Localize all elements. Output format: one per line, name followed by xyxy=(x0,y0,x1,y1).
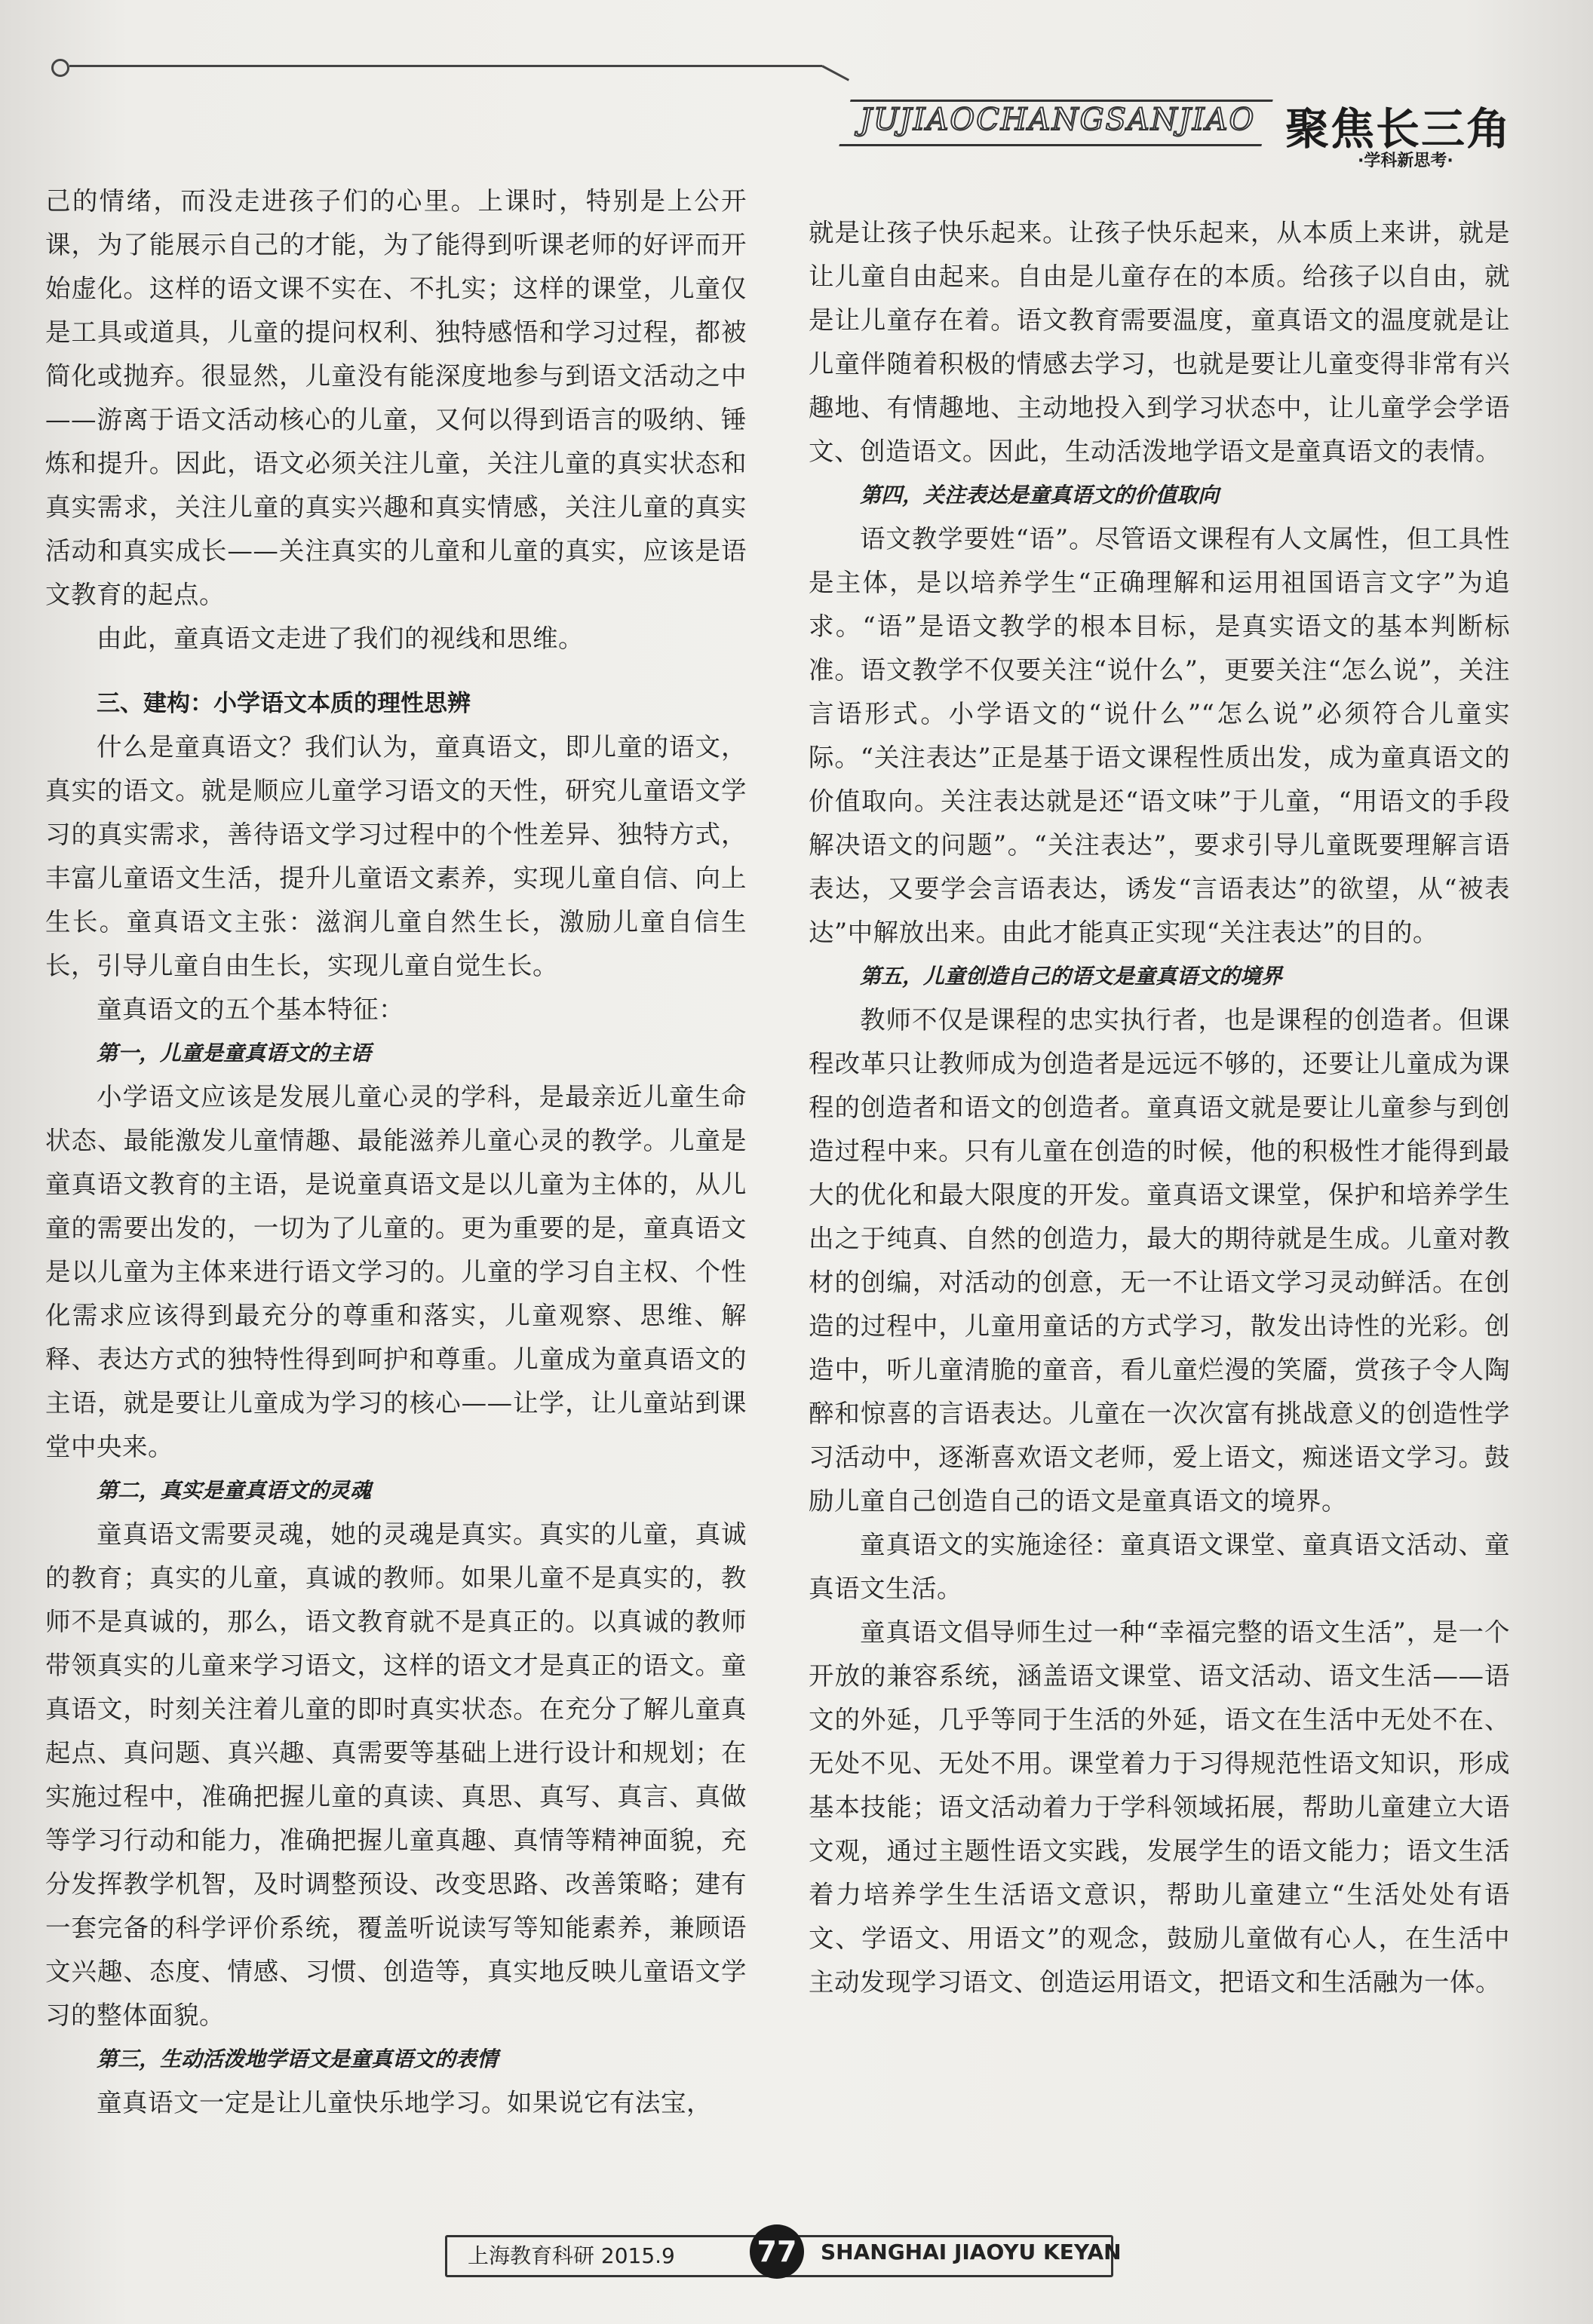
body-paragraph: 童真语文需要灵魂，她的灵魂是真实。真实的儿童，真诚的教育；真实的儿童，真诚的教师。如果儿童不是真实的，教师不是真诚的，那么，语文教育就不是真正的。以真诚的教师带领真实的儿童来学习语文，这样的语文才是真正的语文。童真语文，时刻关注着儿童的即时真实状态。在充分了解儿童真起点、真问题、真兴趣、真需要等基础上进行设计和规划；在实施过程中，准确把握儿童的真读、真思、真写、真言、真做等学习行动和能力，准确把握儿童真趣、真情等精神面貌，充分发挥教学机智，及时调整预设、改变思路、改善策略；建有一套完备的科学评价系统，覆盖听说读写等知能素养，兼顾语文兴趣、态度、情感、习惯、创造等，真实地反映儿童语文学习的整体面貌。 xyxy=(45,1519,747,2030)
section-title: 聚焦长三角 xyxy=(1285,103,1512,155)
footer-journal-pinyin: SHANGHAI JIAOYU KEYAN xyxy=(821,2240,1122,2264)
body-paragraph: 教师不仅是课程的忠实执行者，也是课程的创造者。但课程改革只让教师成为创造者是远远不够的，还要让儿童成为课程的创造者和语文的创造者。童真语文就是要让儿童参与到创造过程中来。只有儿童在创造的时候，他的积极性才能得到最大的优化和最大限度的开发。童真语文课堂，保护和培养学生出之于纯真、自然的创造力，最大的期待就是生成。儿童对教材的创编，对活动的创意，无一不让语文学习灵动鲜活。在创造的过程中，儿童用童话的方式学习，散发出诗性的光彩。创造中，听儿童清脆的童音，看儿童烂漫的笑靥，赏孩子令人陶醉和惊喜的言语表达。儿童在一次次富有挑战意义的创造性学习活动中，逐渐喜欢语文老师，爱上语文，痴迷语文学习。鼓励儿童自己创造自己的语文是童真语文的境界。 xyxy=(809,1005,1510,1516)
body-paragraph: 什么是童真语文？我们认为，童真语文，即儿童的语文，真实的语文。就是顺应儿童学习语文的天性，研究儿童语文学习的真实需求，善待语文学习过程中的个性差异、独特方式，丰富儿童语文生活，提升儿童语文素养，实现儿童自信、向上生长。童真语文主张：滋润儿童自然生长，激励儿童自信生长，引导儿童自由生长，实现儿童自觉生长。 xyxy=(45,732,747,980)
body-paragraph: 童真语文倡导师生过一种“幸福完整的语文生活”，是一个开放的兼容系统，涵盖语文课堂、语文活动、语文生活——语文的外延，几乎等同于生活的外延，语文在生活中无处不在、无处不见、无处不用。课堂着力于习得规范性语文知识，形成基本技能；语文活动着力于学科领域拓展，帮助儿童建立大语文观，通过主题性语文实践，发展学生的语文能力；语文生活着力培养学生生活语文意识，帮助儿童建立“生活处处有语文、学语文、用语文”的观念，鼓励儿童做有心人，在生活中主动发现学习语文、创造运用语文，把语文和生活融为一体。 xyxy=(809,1617,1511,1997)
footer-journal-name: 上海教育科研 2015.9 xyxy=(468,2243,675,2268)
feature-heading: 第三，生动活泼地学语文是童真语文的表情 xyxy=(97,2047,499,2071)
body-paragraph: 由此，童真语文走进了我们的视线和思维。 xyxy=(97,624,584,653)
header-circle-ornament xyxy=(51,59,69,77)
body-paragraph: 就是让孩子快乐起来。让孩子快乐起来，从本质上来讲，就是让儿童自由起来。自由是儿童存在的本质。给孩子以自由，就是让儿童存在着。语文教育需要温度，童真语文的温度就是让儿童伴随着积极的情感去学习，也就是要让儿童变得非常有兴趣地、有情趣地、主动地投入到学习状态中，让儿童学会学语文、创造语文。因此，生动活泼地学语文是童真语文的表情。 xyxy=(809,218,1510,466)
right-column xyxy=(809,211,1510,2004)
feature-heading: 第五，儿童创造自己的语文是童真语文的境界 xyxy=(860,964,1283,989)
header-rule-bend xyxy=(821,65,849,81)
body-paragraph: 小学语文应该是发展儿童心灵的学科，是最亲近儿童生命状态、最能激发儿童情趣、最能滋养儿童心灵的教学。儿童是童真语文教育的主语，是说童真语文是以儿童为主体的，从儿童的需要出发的，一切为了儿童的。更为重要的是，童真语文是以儿童为主体来进行语文学习的。儿童的学习自主权、个性化需求应该得到最充分的尊重和落实，儿童观察、思维、解释、表达方式的独特性得到呵护和尊重。儿童成为童真语文的主语，就是要让儿童成为学习的核心——让学，让儿童站到课堂中央来。 xyxy=(45,1082,747,1461)
feature-heading: 第二，真实是童真语文的灵魂 xyxy=(97,1478,372,1503)
body-paragraph: 童真语文一定是让儿童快乐地学习。如果说它有法宝， xyxy=(97,2088,712,2117)
feature-heading: 第一，儿童是童真语文的主语 xyxy=(97,1041,372,1065)
section-subtitle: ·学科新思考· xyxy=(1358,152,1453,170)
header-rule xyxy=(69,65,822,67)
body-paragraph: 童真语文的五个基本特征： xyxy=(97,995,404,1024)
paragraph-gap xyxy=(45,661,747,682)
body-paragraph: 童真语文的实施途径：童真语文课堂、童真语文活动、童真语文生活。 xyxy=(809,1530,1510,1603)
body-paragraph: 语文教学要姓“语”。尽管语文课程有人文属性，但工具性是主体，是以培养学生“正确理解和运用祖国语言文字”为追求。“语”是语文教学的根本目标，是真实语文的基本判断标准。语文教学不仅要关注“说什么”，更要关注“怎么说”，关注言语形式。小学语文的“说什么”“怎么说”必须符合儿童实际。“关注表达”正是基于语文课程性质出发，成为童真语文的价值取向。关注表达就是还“语文味”于儿童，“用语文的手段解决语文的问题”。“关注表达”，要求引导儿童既要理解言语表达，又要学会言语表达，诱发“言语表达”的欲望，从“被表达”中解放出来。由此才能真正实现“关注表达”的目的。 xyxy=(809,524,1510,947)
left-column xyxy=(45,179,747,2125)
feature-heading: 第四，关注表达是童真语文的价值取向 xyxy=(860,483,1220,507)
page-footer xyxy=(445,2230,1124,2276)
header-pinyin: JUJIAOCHANGSANJIAO xyxy=(860,103,1256,137)
page-number: 77 xyxy=(750,2224,804,2279)
section-heading: 三、建构：小学语文本质的理性思辨 xyxy=(97,690,471,717)
body-paragraph: 己的情绪，而没走进孩子们的心里。上课时，特别是上公开课，为了能展示自己的才能，为了能得到听课老师的好评而开始虚化。这样的语文课不实在、不扎实；这样的课堂，儿童仅是工具或道具，儿童的提问权利、独特感悟和学习过程，都被简化或抛弃。很显然，儿童没有能深度地参与到语文活动之中——游离于语文活动核心的儿童，又何以得到语言的吸纳、锤炼和提升。因此，语文必须关注儿童，关注儿童的真实状态和真实需求，关注儿童的真实兴趣和真实情感，关注儿童的真实活动和真实成长——关注真实的儿童和儿童的真实，应该是语文教育的起点。 xyxy=(45,186,747,609)
